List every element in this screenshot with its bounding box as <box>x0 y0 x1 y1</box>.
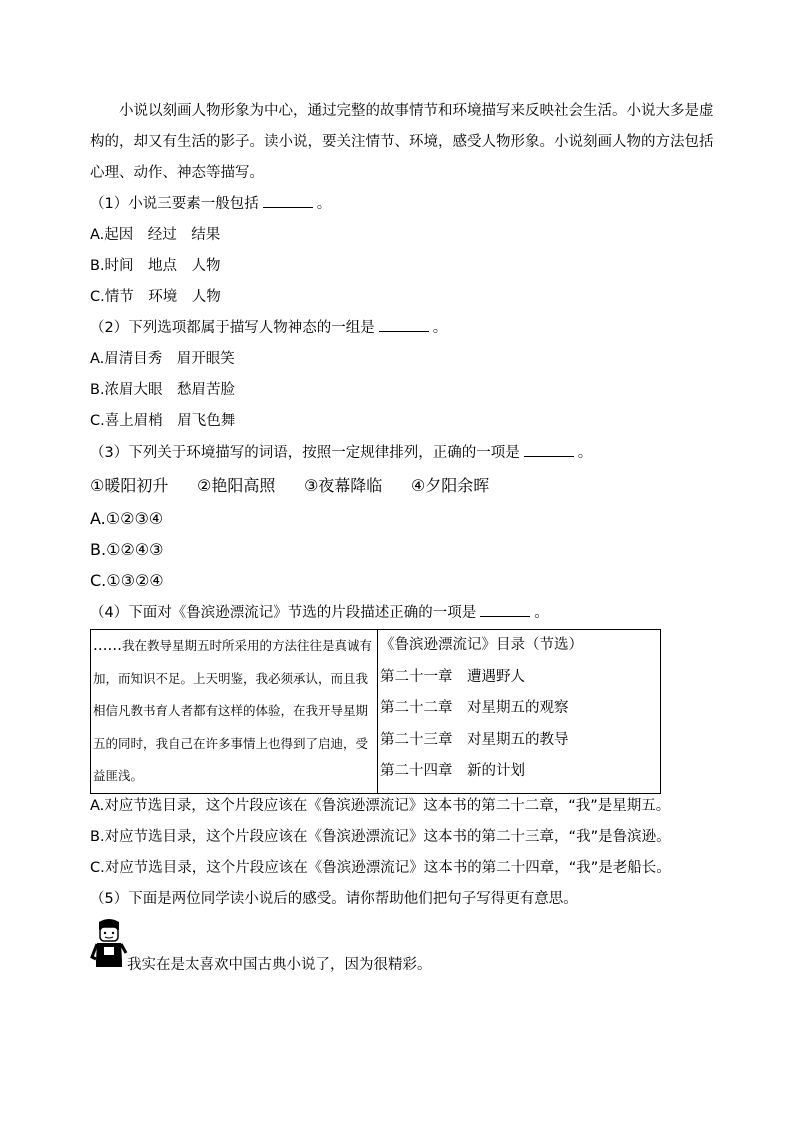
intro-paragraph: 小说以刻画人物形象为中心，通过完整的故事情节和环境描写来反映社会生活。小说大多是虚构的，却又有生活的影子。读小说，要关注情节、环境，感受人物形象。小说刻画人物的方法包括心理、动作、神态等描写。 <box>90 103 714 181</box>
q1-option-c: C.情节 环境 人物 <box>90 289 221 305</box>
toc-item: 第二十四章 新的计划 <box>380 763 525 779</box>
q1-option-b: B.时间 地点 人物 <box>90 258 221 274</box>
q3-option-c: C.①③②④ <box>90 571 164 590</box>
answer-blank[interactable] <box>263 195 313 208</box>
passage-table <box>90 629 661 794</box>
q1-option-a: A.起因 经过 结果 <box>90 227 221 243</box>
student-sentence: 我实在是太喜欢中国古典小说了，因为很精彩。 <box>127 957 432 973</box>
q2-option-c: C.喜上眉梢 眉飞色舞 <box>90 413 236 429</box>
question-1-stem: （1）小说三要素一般包括 。 <box>90 196 332 212</box>
q3-option-a: A.①②③④ <box>90 509 164 528</box>
toc-item: 第二十二章 对星期五的观察 <box>380 700 569 716</box>
q4-option-c: C.对应节选目录，这个片段应该在《鲁滨逊漂流记》这本书的第二十四章，“我”是老船长。 <box>90 860 671 876</box>
q3-item: ②艳阳高照 <box>196 476 276 495</box>
toc-item: 第二十一章 遭遇野人 <box>380 668 525 685</box>
q3-item: ①暖阳初升 <box>90 476 169 495</box>
passage-excerpt: ……我在教导星期五时所采用的方法往往是真诚有加，而知识不足。上天明鉴，我必须承认，而且我相信凡教书育人者都有这样的体验，在我开导星期五的同时，我自己在许多事情上也得到了启迪，受益匪浅。 <box>91 630 378 794</box>
q3-items <box>90 476 489 497</box>
question-2-stem: （2）下列选项都属于描写人物神态的一组是 。 <box>90 320 448 336</box>
q3-item: ④夕阳余晖 <box>410 476 490 495</box>
toc-title: 《鲁滨逊漂流记》目录（节选） <box>380 637 583 653</box>
question-4-stem: （4）下面对《鲁滨逊漂流记》节选的片段描述正确的一项是 。 <box>90 605 549 621</box>
q4-option-b: B.对应节选目录，这个片段应该在《鲁滨逊漂流记》这本书的第二十三章，“我”是鲁滨逊。 <box>90 829 671 845</box>
q3-option-b: B.①②④③ <box>90 540 164 559</box>
q2-option-b: B.浓眉大眼 愁眉苦脸 <box>90 382 236 398</box>
question-3-stem: （3）下列关于环境描写的词语，按照一定规律排列，正确的一项是 。 <box>90 445 593 461</box>
q4-option-a: A.对应节选目录，这个片段应该在《鲁滨逊漂流记》这本书的第二十二章，“我”是星期五。 <box>90 798 671 814</box>
q3-item: ③夜幕降临 <box>303 476 383 495</box>
answer-blank[interactable] <box>524 444 574 457</box>
question-5-stem: （5）下面是两位同学读小说后的感受。请你帮助他们把句子写得更有意思。 <box>90 891 578 907</box>
answer-blank[interactable] <box>379 319 429 332</box>
table-of-contents <box>378 630 661 794</box>
q2-option-a: A.眉清目秀 眉开眼笑 <box>90 351 235 367</box>
toc-item: 第二十三章 对星期五的教导 <box>380 731 569 748</box>
student-avatar-icon <box>90 917 128 969</box>
answer-blank[interactable] <box>480 604 530 617</box>
